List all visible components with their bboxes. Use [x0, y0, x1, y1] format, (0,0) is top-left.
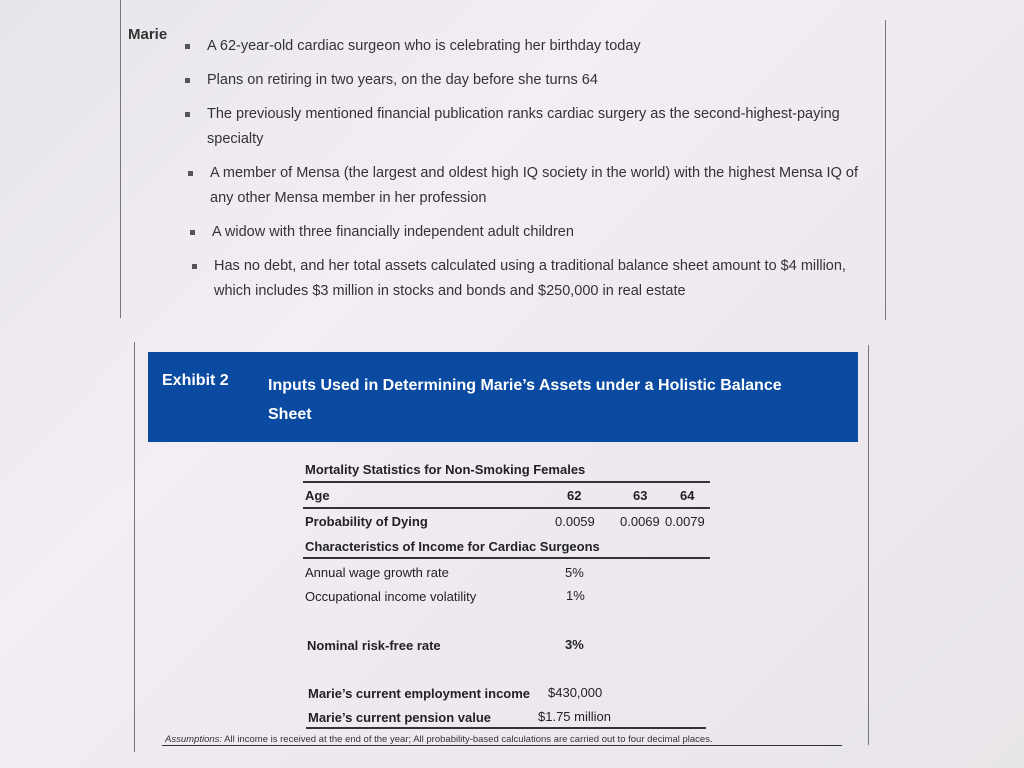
age-62: 62	[567, 488, 582, 503]
volatility-label: Occupational income volatility	[305, 589, 477, 604]
pension-value: $1.75 million	[538, 709, 611, 724]
rule	[162, 745, 842, 746]
prob-63: 0.0069	[620, 514, 660, 529]
right-frame-line	[885, 20, 886, 320]
prob-64: 0.0079	[665, 514, 705, 529]
assumptions-note	[165, 734, 713, 745]
bullet-item	[188, 161, 885, 211]
exhibit-label: Exhibit 2	[162, 372, 229, 389]
age-63: 63	[633, 488, 648, 503]
rule	[303, 481, 710, 483]
income-heading: Characteristics of Income for Cardiac Surgeons	[305, 539, 600, 554]
wage-growth-value: 5%	[565, 565, 584, 580]
bullet-icon	[185, 112, 190, 117]
bullet-icon	[190, 230, 195, 235]
prob-label: Probability of Dying	[305, 514, 428, 529]
bullet-icon	[185, 78, 190, 83]
exhibit-right-line	[868, 345, 869, 745]
person-name: Marie	[128, 26, 168, 43]
bullet-item	[185, 102, 885, 152]
bullet-list	[185, 34, 885, 313]
rule	[303, 557, 710, 559]
risk-free-label: Nominal risk-free rate	[307, 638, 441, 653]
age-64: 64	[680, 488, 695, 503]
employment-income-value: $430,000	[548, 685, 603, 700]
bullet-item	[190, 220, 885, 245]
bullet-item	[192, 254, 885, 304]
bullet-text: A 62-year-old cardiac surgeon who is celebrating her birthday today	[207, 38, 641, 54]
bullet-icon	[188, 171, 193, 176]
bullet-text: Has no debt, and her total assets calculated using a traditional balance sheet amount to $4 million, which includes $3 million in stocks and bonds and $250,000 in real estate	[214, 258, 846, 299]
employment-income-label: Marie’s current employment income	[308, 686, 531, 701]
bullet-item	[185, 34, 885, 59]
prob-62: 0.0059	[555, 514, 595, 529]
volatility-value: 1%	[566, 588, 585, 603]
bullet-text: A member of Mensa (the largest and oldest high IQ society in the world) with the highest Mensa IQ of any other Mensa member in her profession	[210, 165, 858, 206]
wage-growth-label: Annual wage growth rate	[305, 565, 449, 580]
rule	[306, 727, 706, 729]
pension-label: Marie’s current pension value	[308, 710, 492, 725]
exhibit-left-line	[134, 342, 135, 752]
risk-free-value: 3%	[565, 637, 584, 652]
mortality-heading: Mortality Statistics for Non-Smoking Females	[305, 462, 586, 477]
bullet-icon	[192, 264, 197, 269]
bullet-item	[185, 68, 885, 93]
assumptions-text: All income is received at the end of the year; All probability-based calculations are carried out to four decimal places.	[224, 734, 713, 745]
exhibit-title: Inputs Used in Determining Marie’s Assets under a Holistic Balance Sheet	[268, 377, 782, 423]
rule	[303, 507, 710, 509]
bullet-text: A widow with three financially independent adult children	[212, 224, 574, 240]
exhibit-header	[148, 352, 858, 442]
age-label: Age	[305, 488, 330, 503]
bullet-text: The previously mentioned financial publication ranks cardiac surgery as the second-highest-paying specialty	[207, 106, 840, 147]
assumptions-prefix: Assumptions:	[165, 734, 223, 745]
left-frame-line	[120, 0, 121, 318]
bullet-icon	[185, 44, 190, 49]
bullet-text: Plans on retiring in two years, on the day before she turns 64	[207, 72, 598, 88]
